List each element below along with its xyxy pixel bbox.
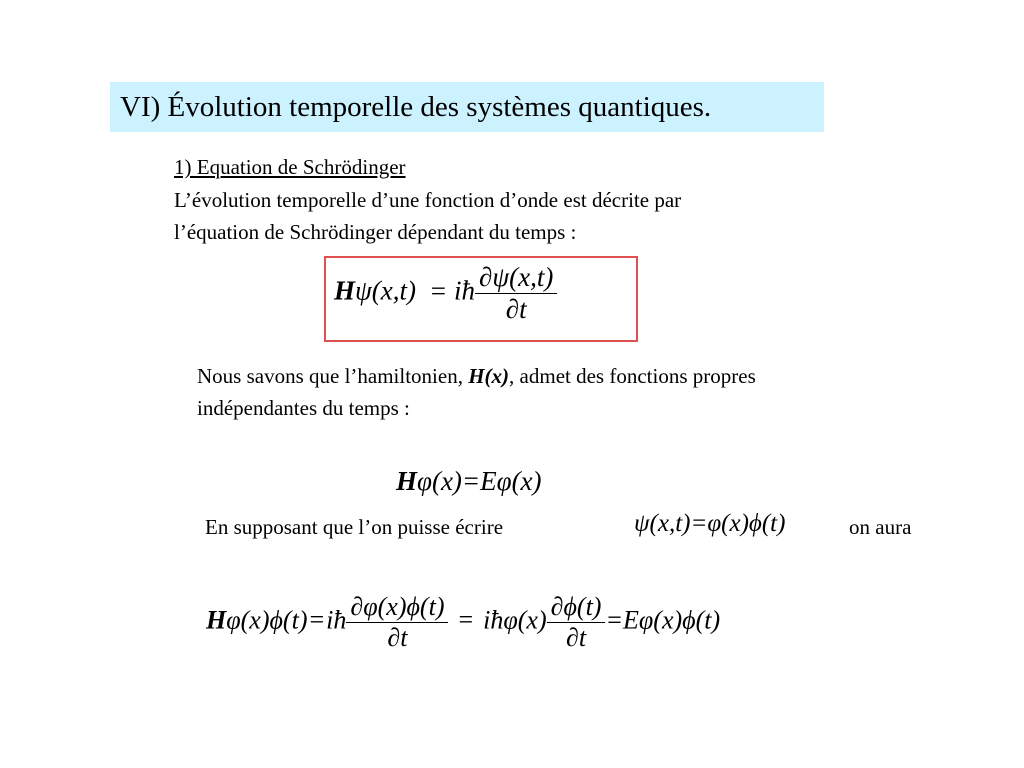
hamiltonian-line-2: indépendantes du temps : (197, 396, 410, 420)
fraction-2 (547, 592, 606, 653)
intro-line-1: L’évolution temporelle d’une fonction d’onde est décrite par (174, 188, 682, 212)
numerator-2: ∂ϕ(t) (547, 592, 606, 623)
lhs-product: φ(x)ϕ(t) (226, 605, 308, 635)
hamiltonian-text-pre: Nous savons que l’hamiltonien, (197, 364, 469, 388)
separated-equation (206, 592, 720, 653)
numerator: ∂ψ(x,t) (475, 262, 557, 294)
hamiltonian-text-post: , admet des fonctions propres (509, 364, 756, 388)
equals-sign: = (430, 275, 446, 306)
hamiltonian-symbol: H (206, 605, 227, 635)
time-derivative-fraction (475, 262, 557, 325)
separation-ansatz: ψ(x,t)=φ(x)ϕ(t) (634, 510, 786, 537)
hamiltonian-symbol: H (334, 275, 356, 306)
i-hbar-phi: iħφ(x) (483, 605, 547, 635)
eigen-equation-body: φ(x)=Eφ(x) (417, 466, 542, 496)
i-hbar-1: iħ (326, 605, 347, 635)
assumption-text: En supposant que l’on puisse écrire (205, 515, 504, 539)
denominator-2: ∂t (566, 623, 587, 652)
hamiltonian-symbol: H (396, 466, 418, 496)
section-heading: 1) Equation de Schrödinger (174, 155, 406, 179)
rhs-energy-term: =Eφ(x)ϕ(t) (605, 605, 721, 635)
psi-xt: ψ(x,t) (355, 275, 417, 306)
denominator-1: ∂t (387, 623, 408, 652)
denominator: ∂t (505, 294, 527, 324)
on-aura-text: on aura (849, 515, 912, 539)
slide-title: VI) Évolution temporelle des systèmes quantiques. (110, 82, 824, 132)
equals-sign-1: = (309, 605, 325, 635)
numerator-1: ∂φ(x)ϕ(t) (346, 592, 448, 623)
hamiltonian-paragraph (197, 360, 977, 424)
eigen-equation (396, 466, 542, 497)
intro-line-2: l’équation de Schrödinger dépendant du temps : (174, 220, 577, 244)
fraction-1 (346, 592, 448, 653)
intro-paragraph (174, 184, 894, 248)
equals-sign-2: = (458, 605, 474, 635)
schrodinger-equation (334, 262, 557, 325)
hamiltonian-line-1 (197, 360, 977, 392)
i-hbar: iħ (454, 275, 476, 306)
hamiltonian-term: H(x) (468, 364, 510, 388)
